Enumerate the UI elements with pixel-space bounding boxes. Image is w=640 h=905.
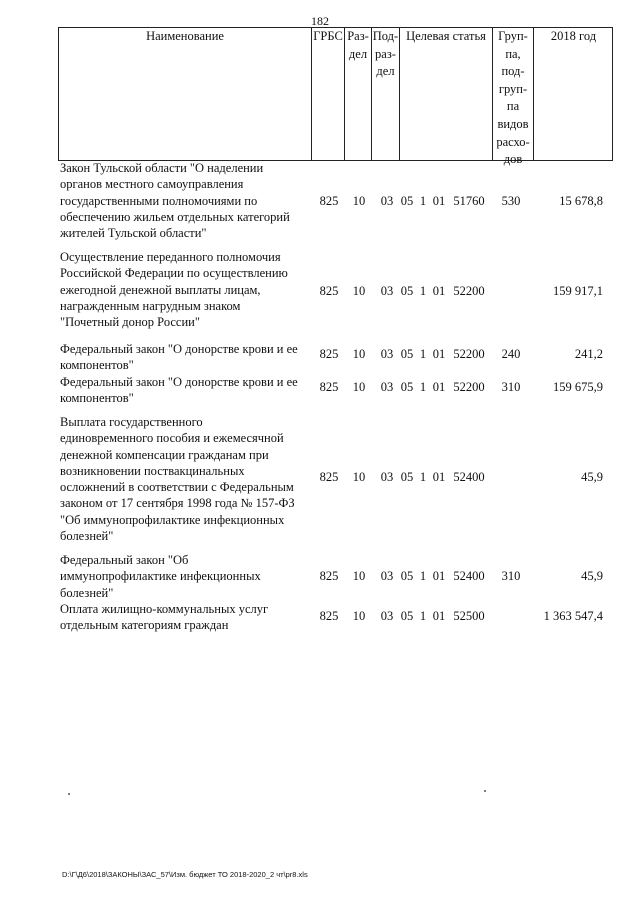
row-razdel: 10 (352, 609, 366, 623)
row-razdel: 10 (352, 569, 366, 583)
row-name (60, 160, 305, 241)
row-target-direction: 52200 (453, 380, 485, 394)
row-name-line: возникновении поствакцинальных (60, 463, 245, 478)
row-podrazdel: 03 (380, 569, 394, 583)
row-target-event: 01 (432, 470, 446, 484)
row-vid: 310 (501, 380, 521, 394)
header-razdel-line: Раз- (347, 29, 369, 43)
row-name-line: компонентов" (60, 358, 134, 373)
row-name-line: отдельным категориям граждан (60, 618, 229, 633)
row-name (60, 552, 305, 601)
row-target-direction: 52200 (453, 347, 485, 361)
row-target-subprogram: 1 (419, 284, 427, 298)
row-target-program: 05 (400, 609, 414, 623)
row-vid: 310 (501, 569, 521, 583)
row-podrazdel: 03 (380, 470, 394, 484)
scan-speck (484, 790, 486, 792)
header-vid-line: расхо- (496, 134, 530, 149)
header-name (59, 28, 311, 160)
row-name-line: единовременного пособия и ежемесячной (60, 431, 284, 446)
row-name-line: Осуществление переданного полномочия (60, 250, 281, 264)
table-header (58, 27, 613, 167)
header-podrazdel-line: раз- (375, 46, 396, 61)
header-year (533, 28, 613, 160)
row-name (60, 249, 305, 330)
row-amount: 159 917,1 (553, 284, 603, 298)
row-amount: 45,9 (581, 569, 603, 583)
row-name-line: жителей Тульской области" (60, 226, 207, 241)
row-target-program: 05 (400, 284, 414, 298)
row-grbs: 825 (319, 470, 339, 484)
row-grbs: 825 (319, 609, 339, 623)
row-razdel: 10 (352, 380, 366, 394)
row-name-line: Оплата жилищно-коммунальных услуг (60, 602, 269, 616)
row-name-line: компонентов" (60, 391, 134, 406)
row-name-line: Российской Федерации по осуществлению (60, 266, 288, 281)
row-target-subprogram: 1 (419, 347, 427, 361)
row-target-event: 01 (432, 347, 446, 361)
row-target-direction: 52400 (453, 470, 485, 484)
row-amount: 45,9 (581, 470, 603, 484)
row-grbs: 825 (319, 347, 339, 361)
row-name-line: законом от 17 сентября 1998 года № 157-ФЗ (60, 496, 295, 511)
header-razdel (344, 28, 371, 160)
row-amount: 15 678,8 (559, 194, 603, 208)
row-razdel: 10 (352, 470, 366, 484)
row-name-line: обеспечению жильем отдельных категорий (60, 209, 290, 224)
row-target-subprogram: 1 (419, 194, 427, 208)
row-target-direction: 52500 (453, 609, 485, 623)
row-target-direction: 52200 (453, 284, 485, 298)
header-year-label: 2018 год (550, 29, 597, 43)
row-name (60, 374, 305, 407)
row-target-subprogram: 1 (419, 569, 427, 583)
row-amount: 241,2 (574, 347, 603, 361)
row-target-direction: 51760 (453, 194, 485, 208)
row-vid: 240 (501, 347, 521, 361)
header-vid-line: Груп- (498, 29, 528, 43)
header-grbs (311, 28, 344, 160)
row-name (60, 341, 305, 374)
row-razdel: 10 (352, 347, 366, 361)
row-name-line: "Почетный донор России" (60, 315, 200, 330)
row-razdel: 10 (352, 284, 366, 298)
header-vid (492, 28, 533, 167)
row-name-line: "Об иммунопрофилактике инфекционных (60, 512, 285, 527)
row-podrazdel: 03 (380, 194, 394, 208)
header-razdel-line: дел (348, 46, 368, 61)
row-name (60, 414, 305, 544)
row-name-line: государственными полномочиями по (60, 193, 258, 208)
row-target-program: 05 (400, 569, 414, 583)
row-name-line: болезней" (60, 585, 114, 600)
row-name-line: ежегодной денежной выплаты лицам, (60, 282, 261, 297)
header-vid-line: дов (503, 152, 523, 167)
header-vid-line: груп- (498, 81, 528, 96)
row-grbs: 825 (319, 380, 339, 394)
header-vid-line: па (506, 99, 520, 114)
row-razdel: 10 (352, 194, 366, 208)
row-grbs: 825 (319, 194, 339, 208)
header-podrazdel-line: Под- (372, 29, 399, 43)
row-amount: 1 363 547,4 (543, 609, 603, 623)
row-name-line: органов местного самоуправления (60, 177, 244, 192)
row-target-subprogram: 1 (419, 380, 427, 394)
row-name-line: Выплата государственного (60, 415, 203, 429)
row-target-subprogram: 1 (419, 609, 427, 623)
header-vid-line: видов (497, 116, 529, 131)
row-podrazdel: 03 (380, 347, 394, 361)
row-target-direction: 52400 (453, 569, 485, 583)
row-target-event: 01 (432, 569, 446, 583)
row-grbs: 825 (319, 284, 339, 298)
row-target-subprogram: 1 (419, 470, 427, 484)
row-name-line: денежной компенсации гражданам при (60, 447, 269, 462)
file-path-footer: D:\Г\Д6\2018\ЗАКОНЫ\ЗАС_57\Изм. бюджет ТО 2018-2020_2 чт\pr8.xls (62, 870, 308, 879)
row-podrazdel: 03 (380, 609, 394, 623)
row-amount: 159 675,9 (553, 380, 603, 394)
header-vid-line: под- (501, 64, 525, 79)
row-podrazdel: 03 (380, 284, 394, 298)
row-name-line: Федеральный закон "Об (60, 553, 189, 567)
header-podrazdel-line: дел (376, 64, 395, 79)
row-target-event: 01 (432, 609, 446, 623)
header-podrazdel (371, 28, 399, 160)
page-number: 182 (311, 14, 329, 28)
scan-speck (68, 793, 70, 795)
row-name-line: Федеральный закон "О донорстве крови и ее (60, 375, 298, 389)
row-target-program: 05 (400, 194, 414, 208)
row-target-program: 05 (400, 347, 414, 361)
row-target-event: 01 (432, 194, 446, 208)
header-target-label: Целевая статья (406, 29, 486, 43)
header-vid-line: па, (505, 46, 521, 61)
header-name-label: Наименование (146, 29, 224, 43)
header-grbs-label: ГРБС (313, 29, 343, 43)
row-target-event: 01 (432, 380, 446, 394)
row-name-line: иммунопрофилактике инфекционных (60, 569, 261, 584)
row-name (60, 601, 305, 634)
row-name-line: Закон Тульской области "О наделении (60, 161, 264, 175)
header-target (399, 28, 492, 160)
row-target-program: 05 (400, 380, 414, 394)
row-target-program: 05 (400, 470, 414, 484)
row-name-line: награжденным нагрудным знаком (60, 298, 241, 313)
row-name-line: осложнений в соответствии с Федеральным (60, 480, 294, 495)
row-name-line: болезней" (60, 529, 114, 544)
row-target-event: 01 (432, 284, 446, 298)
row-podrazdel: 03 (380, 380, 394, 394)
row-grbs: 825 (319, 569, 339, 583)
row-vid: 530 (501, 194, 521, 208)
row-name-line: Федеральный закон "О донорстве крови и ее (60, 342, 298, 356)
